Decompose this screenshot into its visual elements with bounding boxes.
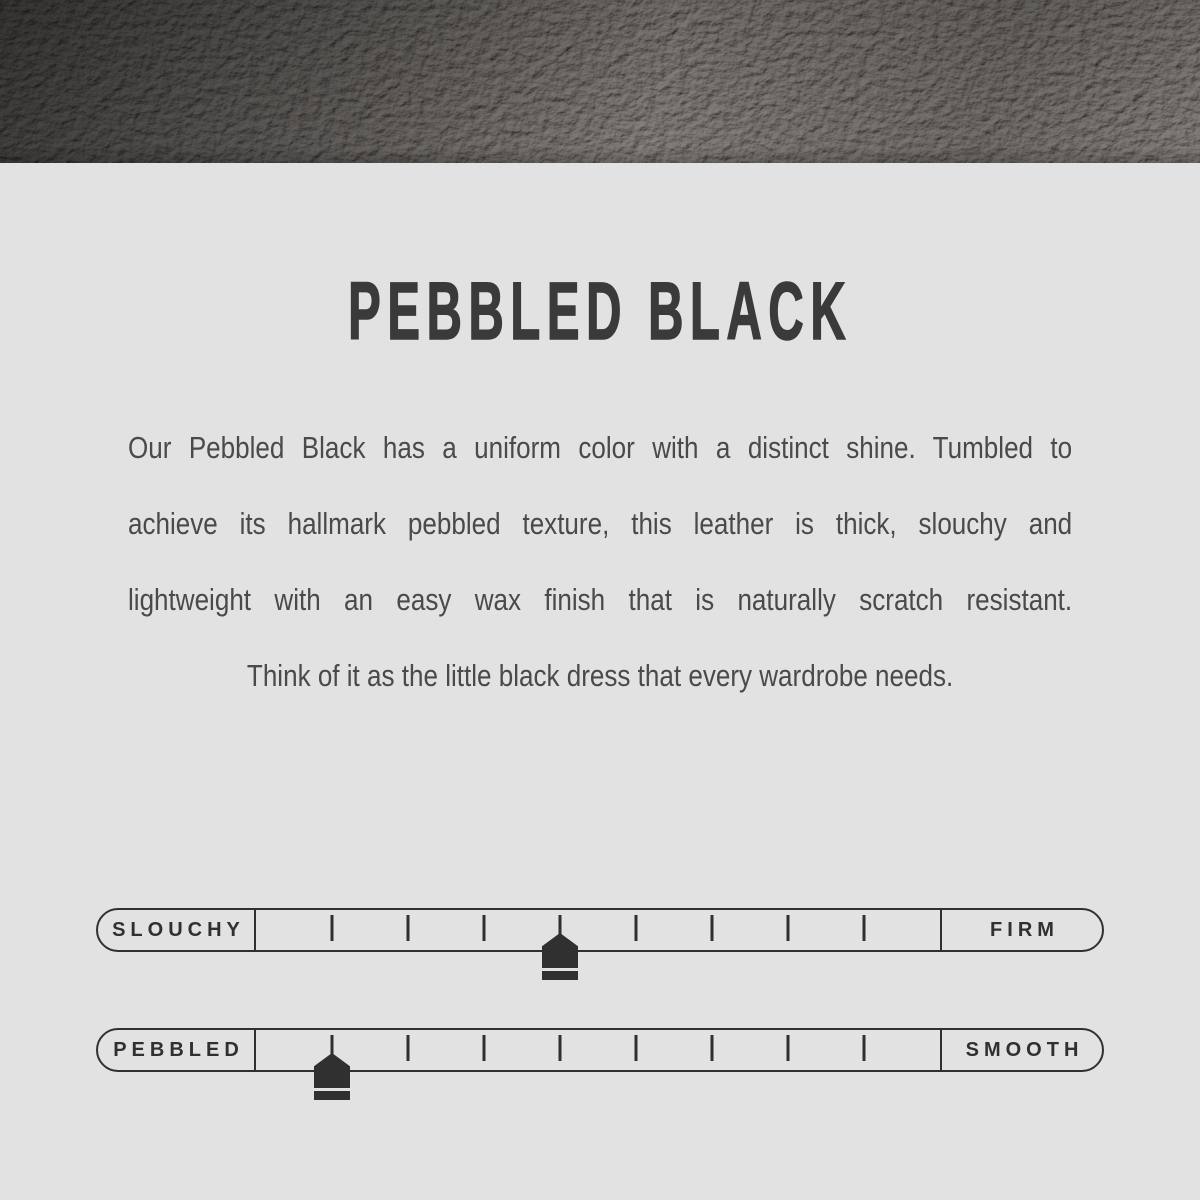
page-title: PEBBLED BLACK (347, 266, 853, 357)
leather-shading-overlay (0, 0, 1200, 163)
description-line: Our Pebbled Black has a uniform color with a distinct shine. Tumbled to (128, 430, 1073, 465)
scale-tick-mark (330, 915, 333, 941)
description-line: lightweight with an easy wax finish that is naturally scratch resistant. (128, 582, 1073, 617)
scale-tick-mark (635, 915, 638, 941)
scale-right-label-cell (940, 910, 1102, 950)
scale-left-label-cell (98, 1030, 256, 1070)
scale-tick-mark (406, 1035, 409, 1061)
pebbled-smooth-scale (96, 1028, 1104, 1072)
description-line: Think of it as the little black dress that every wardrobe needs. (246, 658, 954, 693)
scale-left-label: SLOUCHY (112, 919, 245, 941)
marker-underline (314, 1091, 350, 1100)
product-description (128, 410, 1072, 714)
leather-texture-image (0, 0, 1200, 163)
scale-tick-mark (711, 1035, 714, 1061)
scale-right-label: FIRM (990, 919, 1059, 941)
scale-tick-mark (330, 1035, 333, 1061)
scale-tick-mark (483, 1035, 486, 1061)
scale-tick-mark (635, 1035, 638, 1061)
scale-tick-mark (711, 915, 714, 941)
scale-track (256, 910, 940, 950)
scale-left-label: PEBBLED (113, 1039, 244, 1061)
scale-tick-mark (787, 915, 790, 941)
scale-tick-mark (483, 915, 486, 941)
scale-right-label: SMOOTH (965, 1039, 1084, 1061)
scale-track (256, 1030, 940, 1070)
scale-tick-mark (406, 915, 409, 941)
scale-tick-mark (558, 1035, 561, 1061)
title-section (0, 268, 1200, 356)
scale-right-label-cell (940, 1030, 1102, 1070)
scale-tick-mark (558, 915, 561, 941)
slouchy-firm-scale (96, 908, 1104, 952)
marker-underline (542, 971, 578, 980)
scale-tick-mark (862, 1035, 865, 1061)
scale-tick-mark (862, 915, 865, 941)
scale-left-label-cell (98, 910, 256, 950)
scale-tick-mark (787, 1035, 790, 1061)
description-line: achieve its hallmark pebbled texture, this leather is thick, slouchy and (128, 506, 1073, 541)
